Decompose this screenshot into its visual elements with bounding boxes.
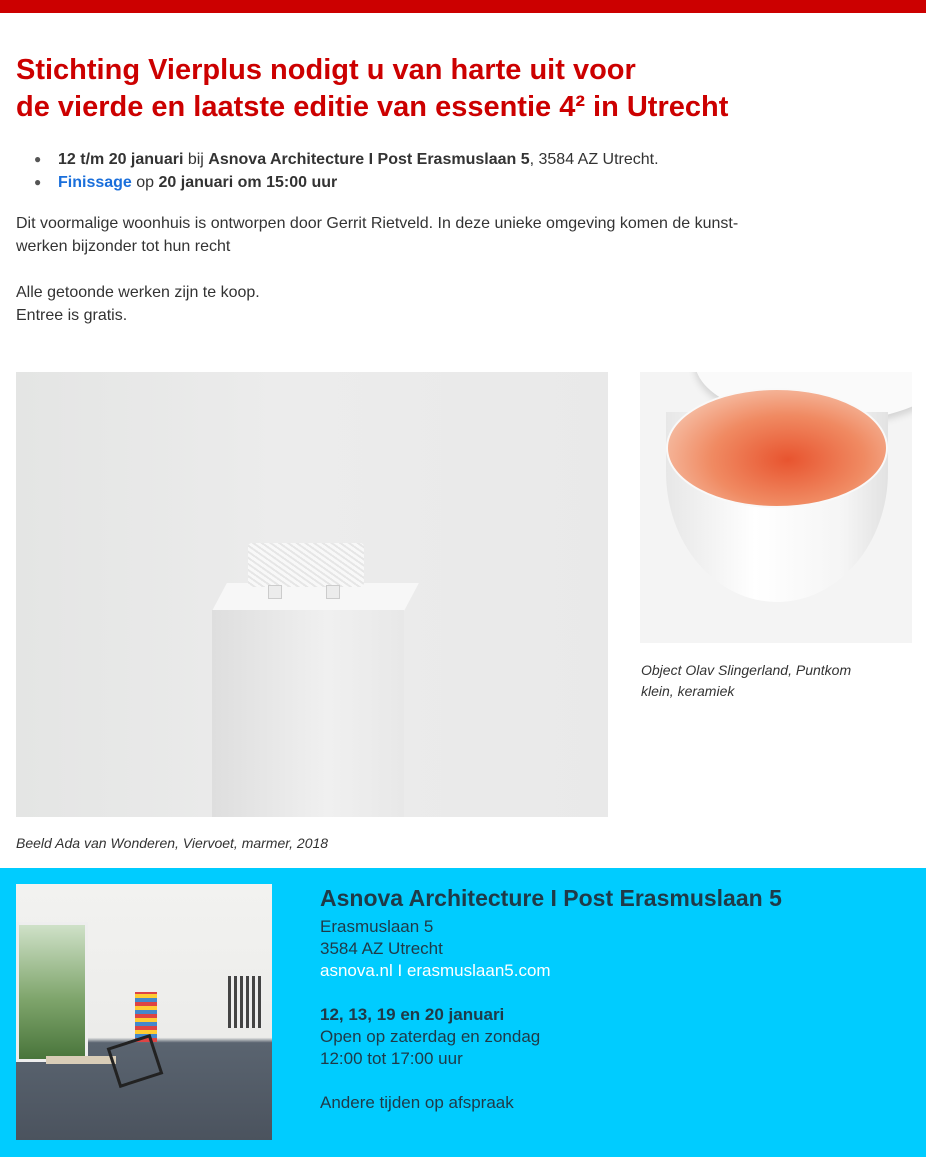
artwork-grid [228,976,262,1028]
bowl-caption-line-2: klein, keramiek [641,683,735,699]
sculpture-chair [107,1034,164,1088]
dates-text: 12 t/m 20 januari [58,151,184,168]
venue-links[interactable]: asnova.nl I erasmuslaan5.com [320,961,551,980]
list-item-finissage [58,171,659,194]
opening-hours: 12:00 tot 17:00 uur [320,1049,463,1068]
table [46,1056,116,1064]
top-accent-bar [0,0,926,13]
info-line-1: Alle getoonde werken zijn te koop. [16,284,260,301]
headline-line-2: de vierde en laatste editie van essentie 4² in Utrecht [16,91,729,123]
open-dates: 12, 13, 19 en 20 januari [320,1005,505,1024]
bowl-caption [641,660,851,702]
intro-line-1: Dit voormalige woonhuis is ontworpen door Gerrit Rietveld. In deze unieke omgeving komen de kunst- [16,215,739,232]
bowl-caption-line-1: Object Olav Slingerland, Puntkom [641,662,852,678]
bowl-photo [640,372,912,643]
venue-interior-photo [16,884,272,1140]
connector-text: bij [183,151,209,168]
open-days: Open op zaterdag en zondag [320,1027,541,1046]
pedestal [212,610,404,817]
headline [16,52,728,126]
event-details-list [58,148,659,194]
venue-city: 3584 AZ Utrecht [320,939,443,958]
sculpture-photo [16,372,608,817]
sculpture-caption: Beeld Ada van Wonderen, Viervoet, marmer, 2018 [16,835,329,851]
pedestal-top [212,583,419,611]
connector-text: op [131,174,159,191]
window [16,922,88,1062]
finissage-link[interactable]: Finissage [58,174,132,191]
sculpture-leg [326,585,340,599]
bowl-interior [666,388,888,508]
marble-sculpture [248,543,364,587]
info-line-2: Entree is gratis. [16,307,128,324]
intro-line-2: werken bijzonder tot hun recht [16,238,231,255]
venue-street: Erasmuslaan 5 [320,917,434,936]
venue-footer [0,868,926,1157]
intro-paragraph [16,212,738,258]
headline-line-1: Stichting Vierplus nodigt u van harte uit voor [16,54,636,86]
other-times: Andere tijden op afspraak [320,1093,514,1112]
venue-details [320,882,782,1114]
info-paragraph [16,281,260,327]
list-item-dates [58,148,659,171]
address-text: , 3584 AZ Utrecht. [529,151,659,168]
finissage-time-text: 20 januari om 15:00 uur [158,174,338,191]
venue-text: Asnova Architecture I Post Erasmuslaan 5 [208,151,530,168]
sculpture-leg [268,585,282,599]
venue-title: Asnova Architecture I Post Erasmuslaan 5 [320,885,782,911]
